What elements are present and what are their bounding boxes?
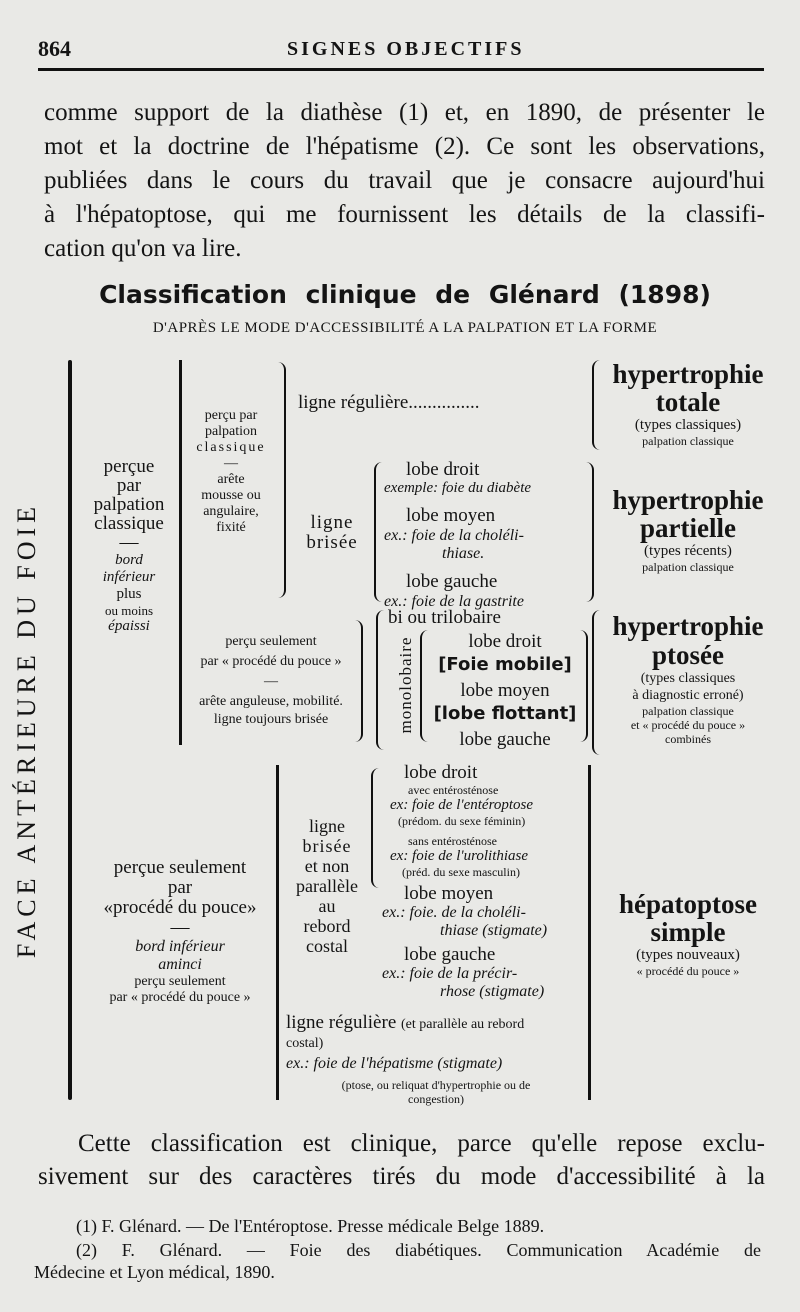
line: classique (196, 440, 266, 455)
line: (et parallèle au rebord (401, 1017, 525, 1032)
line: costal (306, 936, 348, 956)
ligne-brisee (292, 513, 372, 553)
line: hépatoptose (618, 889, 757, 919)
brace (580, 630, 588, 742)
line: perçue (103, 456, 155, 477)
line: épaissi (108, 618, 150, 634)
running-title: SIGNES OBJECTIFS (287, 38, 525, 60)
line: hypertrophie (612, 611, 764, 641)
brace (376, 610, 384, 750)
closing-brace-3 (588, 765, 591, 1100)
intro-line: publiées dans le cours du travail que je consacre aujourd'hui (44, 167, 765, 194)
example: ex.: foie. de la choléli- (382, 904, 526, 921)
dash: — (264, 674, 278, 689)
result-hypertrophie-totale (598, 360, 778, 448)
col1-text (76, 457, 182, 635)
example: thiase (stigmate) (440, 922, 548, 939)
line: palpation classique (642, 560, 734, 574)
lobe-note: [lobe flottant] (433, 703, 577, 724)
lobe-note: [Foie mobile] (438, 654, 572, 675)
perception-text (182, 634, 360, 728)
line: fixité (216, 520, 246, 535)
closing-line: Cette classification est clinique, parce qu'elle repose exclu- (78, 1130, 765, 1157)
intro-line: mot et la doctrine de l'hépatisme (2). Ce sont les observations, (44, 133, 765, 160)
line: par (167, 877, 193, 898)
line: simple (650, 917, 726, 947)
line: brisée (306, 532, 358, 553)
page-number: 864 (38, 36, 71, 61)
line: par « procédé du pouce » (200, 654, 342, 669)
line: (types classiques (640, 671, 736, 686)
line: hypertrophie (612, 359, 764, 389)
line: bord inférieur (135, 938, 225, 955)
line: perçu par (204, 408, 258, 423)
note: (préd. du sexe masculin) (402, 865, 520, 879)
lobe: lobe gauche (459, 729, 551, 750)
brace (371, 768, 379, 888)
dash: — (119, 532, 139, 553)
dash: — (170, 917, 190, 938)
lobes-list (384, 460, 590, 611)
footnote: (1) F. Glénard. — De l'Entéroptose. Presse médicale Belge 1889. (76, 1216, 545, 1236)
lobe: lobe gauche (404, 944, 496, 965)
line: (types nouveaux) (636, 947, 740, 963)
perception-text (185, 408, 277, 536)
line: à diagnostic erroné) (632, 688, 744, 703)
lobe: lobe moyen (460, 680, 550, 701)
line: ligne (309, 816, 345, 836)
header-rule (38, 68, 764, 71)
line: par « procédé du pouce » (109, 990, 251, 1005)
intro-line: à l'hépatoptose, qui me fournissent les détails de la classifi- (44, 201, 765, 228)
line: mousse ou (201, 488, 261, 503)
result-hypertrophie-ptosee (598, 612, 778, 746)
line: classique (94, 513, 164, 534)
lobe: lobe gauche (406, 571, 498, 592)
line: (types classiques) (634, 417, 742, 433)
note: avec entérosténose (408, 783, 499, 797)
ligne-reguliere: ligne régulière............... (298, 392, 480, 413)
intro-line: comme support de la diathèse (1) et, en 1890, de présenter le (44, 99, 765, 126)
lobes-list (382, 762, 586, 1001)
closing-line: sivement sur des caractères tirés du mode d'accessibilité à la (38, 1163, 765, 1190)
classification-subtitle: D'APRÈS LE MODE D'ACCESSIBILITÉ A LA PALPATION ET LA FORME (152, 320, 658, 336)
lobe: lobe droit (404, 762, 478, 783)
line: arête anguleuse, mobilité. (199, 694, 343, 709)
line: partielle (640, 513, 736, 543)
example: ex: foie de l'urolithiase (390, 848, 529, 864)
line: par (116, 475, 142, 496)
example: rhose (stigmate) (440, 983, 545, 1000)
lobes-list (430, 630, 580, 752)
line: au (318, 896, 336, 916)
line: « procédé du pouce » (636, 964, 740, 978)
example: exemple: foie du diabète (384, 480, 532, 496)
line: (types récents) (644, 543, 732, 559)
line: plus (116, 586, 142, 602)
bi-trilobaire: bi ou trilobaire (388, 607, 501, 628)
line: brisée (302, 836, 352, 856)
note: (prédom. du sexe féminin) (398, 814, 526, 828)
main-brace (68, 360, 72, 1100)
note: sans entérosténose (408, 834, 497, 848)
line: arête (217, 472, 245, 487)
line: totale (655, 387, 721, 417)
dash: — (224, 456, 238, 471)
line: palpation classique (642, 704, 734, 718)
line: aminci (158, 956, 202, 973)
line: ligne (310, 512, 354, 533)
lobe: lobe moyen (406, 505, 496, 526)
col1-text (86, 858, 274, 1006)
example: ex.: foie de l'hépatisme (stigmate) (286, 1055, 503, 1072)
line: perçu seulement (225, 634, 317, 649)
line: parallèle (296, 876, 358, 896)
line: inférieur (102, 569, 156, 585)
line: bord (115, 552, 143, 568)
line: ligne régulière (286, 1012, 397, 1033)
result-hepatoptose-simple (598, 890, 778, 978)
note: (ptose, ou reliquat d'hypertrophie ou de (341, 1078, 531, 1092)
vertical-label: FACE ANTÉRIEURE DU FOIE (12, 501, 41, 959)
note: congestion) (408, 1092, 464, 1106)
example: thiase. (442, 545, 485, 562)
brace (278, 362, 286, 598)
footnote: (2) F. Glénard. — Foie des diabétiques. Communication Académie de (76, 1240, 761, 1260)
ligne-reguliere-parallele (286, 1012, 586, 1106)
line: palpation (93, 494, 165, 515)
footnote: Médecine et Lyon médical, 1890. (34, 1262, 275, 1282)
brace (420, 630, 428, 742)
classification-title: Classification clinique de Glénard (1898) (99, 280, 711, 309)
line: ptosée (652, 640, 724, 670)
line: et « procédé du pouce » (630, 718, 746, 732)
line: perçue seulement (113, 857, 247, 878)
line: perçu seulement (134, 974, 226, 989)
line: palpation (204, 424, 258, 439)
line: costal) (286, 1036, 324, 1051)
example: ex.: foie de la choléli- (384, 527, 524, 544)
lobe: lobe moyen (404, 883, 494, 904)
line: «procédé du pouce» (103, 897, 257, 918)
group-brace-3 (276, 765, 279, 1100)
result-hypertrophie-partielle (598, 486, 778, 574)
brace (374, 462, 382, 602)
example: ex.: foie de la précir- (382, 965, 518, 982)
lobe: lobe droit (468, 631, 542, 652)
example: ex.: foie de la gastrite (384, 593, 524, 610)
line: ligne toujours brisée (213, 712, 329, 727)
line: angulaire, (203, 504, 259, 519)
ligne-brisee-non-parallele (282, 816, 372, 956)
line: rebord (303, 916, 351, 936)
intro-line: cation qu'on va lire. (44, 235, 242, 262)
line: palpation classique (642, 434, 734, 448)
line: et non (304, 856, 350, 876)
line: ou moins (104, 603, 154, 618)
monolobaire: monolobaire (396, 636, 415, 734)
example: ex: foie de l'entéroptose (390, 797, 534, 813)
lobe: lobe droit (406, 459, 480, 480)
line: hypertrophie (612, 485, 764, 515)
line: combinés (665, 732, 711, 746)
